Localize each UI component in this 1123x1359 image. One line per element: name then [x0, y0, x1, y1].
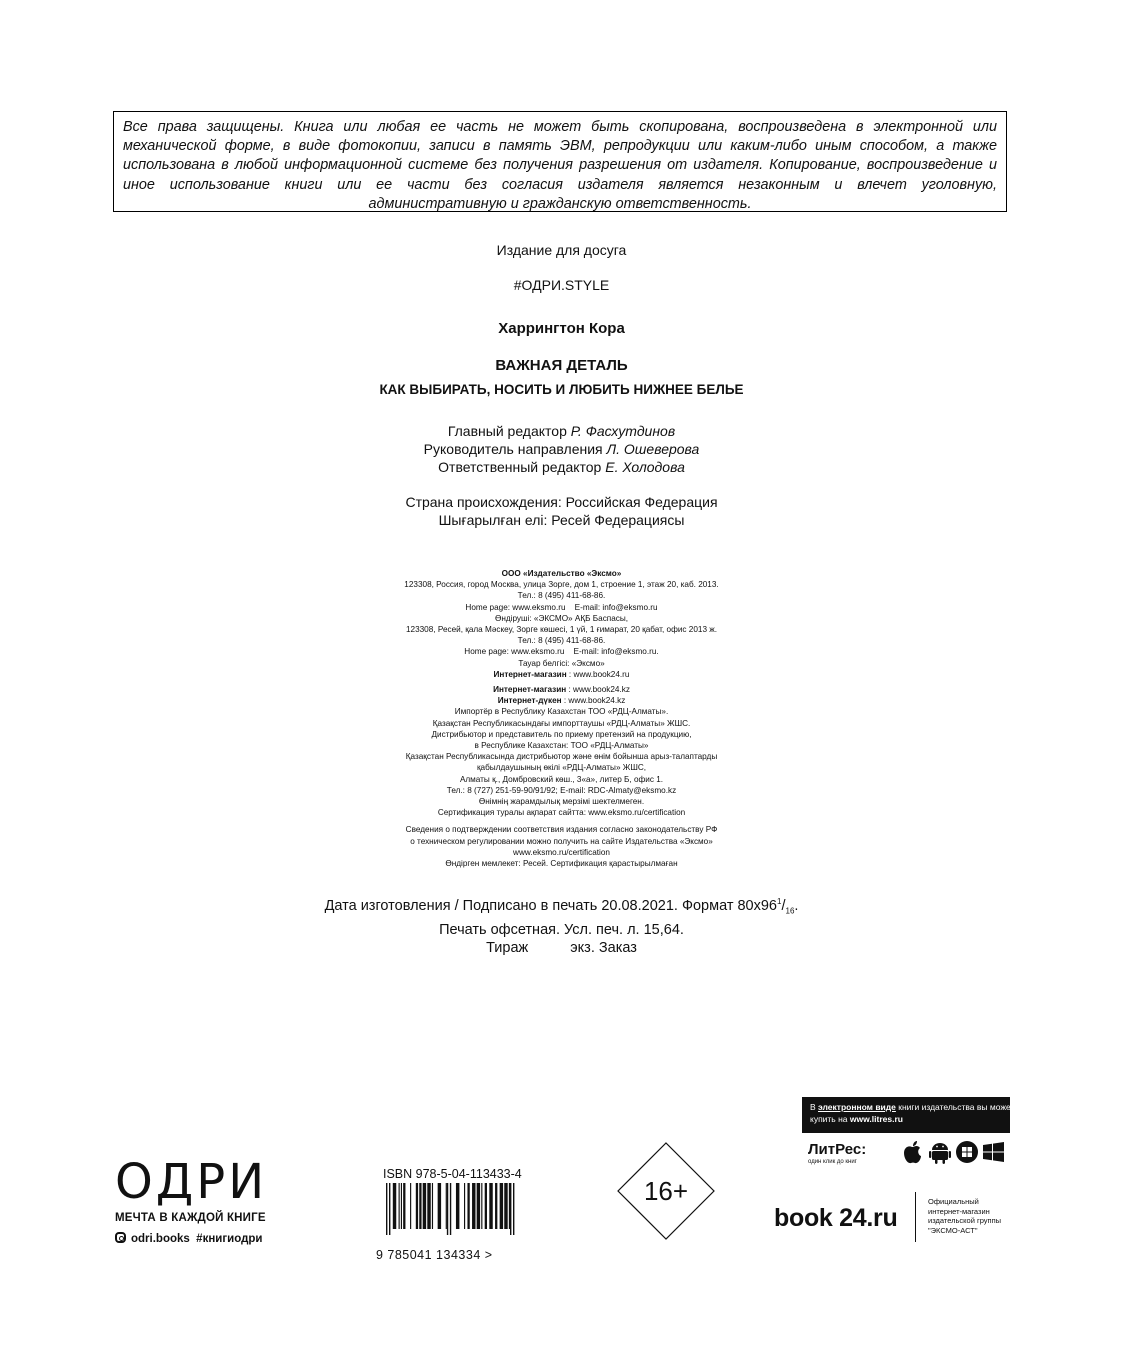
- barcode-bar: [456, 1183, 459, 1229]
- imprint-line: Тауар белгісі: «Эксмо»: [518, 658, 605, 668]
- barcode-bar: [450, 1183, 451, 1235]
- barcode-bar: [447, 1183, 448, 1235]
- barcode-bar: [438, 1183, 441, 1229]
- age-rating-badge: [617, 1142, 715, 1240]
- print-info: [0, 893, 1123, 957]
- barcode-bar: [495, 1183, 497, 1229]
- barcode-bar: [446, 1183, 447, 1229]
- credit-role: Руководитель направления: [423, 441, 603, 457]
- book24-note: [928, 1197, 1001, 1235]
- isbn-barcode-digits: [368, 1234, 493, 1262]
- credit-name: Л. Ошеверова: [606, 441, 700, 457]
- online-shop-url: : www.book24.kz: [566, 685, 630, 695]
- origin-country-kz: Шығарылған елі: Ресей Федерациясы: [438, 512, 685, 528]
- imprint-line: Тел.: 8 (495) 411-68-86.: [517, 636, 606, 646]
- barcode-bar: [419, 1183, 421, 1229]
- barcode-bar: [389, 1183, 390, 1235]
- windows-icon: [983, 1142, 1004, 1162]
- publisher-imprint: [0, 568, 1123, 869]
- author: Харрингтон Кора: [498, 320, 625, 337]
- imprint-line: қабылдаушының өкілі «РДЦ-Алматы» ЖШС,: [476, 763, 647, 773]
- online-shop-url: : www.book24.ru: [566, 669, 630, 679]
- barcode-bar: [416, 1183, 418, 1229]
- barcode-bar: [510, 1183, 511, 1235]
- barcode-bar: [477, 1183, 480, 1229]
- barcode-bar: [393, 1183, 396, 1229]
- android-icon: [929, 1143, 951, 1164]
- credit-name: Р. Фасхутдинов: [570, 423, 676, 439]
- barcode-bar: [427, 1183, 430, 1229]
- book24-note-line: "ЭКСМО-АСТ": [928, 1225, 978, 1235]
- odri-tagline: МЕЧТА В КАЖДОЙ КНИГЕ: [115, 1212, 266, 1224]
- isbn-barcode: [384, 1183, 544, 1235]
- odri-logo: ОДРИ: [115, 1154, 268, 1210]
- edition-type: Издание для досуга: [496, 242, 627, 258]
- barcode-bar: [432, 1183, 433, 1229]
- age-rating-text: 16+: [643, 1176, 689, 1206]
- barcode-bar: [489, 1183, 492, 1229]
- imprint-line: 123308, Россия, город Москва, улица Зорге, дом 1, строение 1, этаж 20, каб. 2013.: [404, 580, 719, 590]
- barcode-bar: [513, 1183, 514, 1235]
- copyright-notice: Все права защищены. Книга или любая ее часть не может быть скопирована, воспроизведена в электронной или механической форме, в виде фотокопии, записи в память ЭВМ, репродукции или каким-либо иным способом, а также использована в любой информационной системе без получения разрешения от издателя. Копирование, воспроизведение и иное использование книги или ее части без согласия издателя является незаконным и влечет уголовную, административную и гражданскую ответственность.: [123, 119, 997, 212]
- book-title: ВАЖНАЯ ДЕТАЛЬ: [495, 357, 628, 374]
- barcode-bar: [399, 1183, 400, 1229]
- book24-note-line: Официальный: [928, 1197, 979, 1206]
- instagram-icon: [115, 1232, 126, 1243]
- imprint-line: Тел.: 8 (495) 411-68-86.: [517, 591, 606, 601]
- platform-icons: [902, 1140, 1006, 1166]
- book24-note-line: издательской группы: [928, 1216, 1002, 1225]
- print-date-suffix: .: [794, 897, 799, 914]
- barcode-bar: [481, 1183, 482, 1229]
- imprint-line: Сведения о подтверждении соответствия издания согласно законодательству РФ: [405, 825, 718, 835]
- imprint-line: Сертификация туралы ақпарат сайтта: www.eksmo.ru/certification: [437, 808, 686, 818]
- imprint-line: Өндіруші: «ЭКСМО» АҚБ Баспасы,: [494, 613, 629, 623]
- isbn-label: ISBN 978-5-04-113433-4: [383, 1167, 522, 1181]
- imprint-line: Home page: www.eksmo.ru E-mail: info@eksmo.ru.: [464, 647, 659, 657]
- barcode-bar: [509, 1183, 510, 1229]
- online-shop-label: Интернет-дүкен: [497, 696, 562, 706]
- odri-social: [115, 1232, 262, 1245]
- barcode-bar: [467, 1183, 469, 1229]
- format-denominator: 16: [785, 906, 795, 916]
- origin-country-ru: Страна происхождения: Российская Федерация: [405, 494, 718, 510]
- credit-role: Главный редактор: [447, 423, 567, 439]
- credit-line: [0, 441, 1123, 457]
- print-date-text: Дата изготовления / Подписано в печать 20.08.2021. Формат 80x96: [324, 897, 778, 914]
- credit-name: Е. Холодова: [605, 459, 685, 475]
- online-shop-line: [0, 695, 1123, 706]
- imprint-line: Импортёр в Республику Казахстан ТОО «РДЦ-Алматы».: [454, 707, 669, 717]
- barcode-bar: [410, 1183, 411, 1229]
- barcode-bar: [500, 1183, 503, 1229]
- imprint-line: в Республике Казахстан: ТОО «РДЦ-Алматы»: [474, 741, 649, 751]
- litres-slogan: один клик до книг: [808, 1159, 857, 1165]
- book24-logo: book 24.ru: [774, 1204, 898, 1232]
- format-numerator: 1: [777, 897, 782, 906]
- litres-banner-text: В: [810, 1102, 819, 1112]
- print-order-label: экз. Заказ: [570, 939, 637, 956]
- apple-icon: [904, 1141, 921, 1163]
- series-tag: #ОДРИ.STYLE: [513, 277, 610, 293]
- print-date-format: Дата изготовления / Подписано в печать 20.08.2021. Формат $80x96^1/_{16}$.: [324, 897, 799, 916]
- book24-note-line: интернет-магазин: [928, 1206, 990, 1216]
- litres-banner-line: [810, 1101, 1019, 1113]
- copyright-notice-box: [113, 111, 1007, 212]
- online-shop-line: [0, 684, 1123, 695]
- print-run-label: Тираж: [486, 939, 529, 956]
- online-shop-url: : www.book24.kz: [561, 696, 626, 706]
- imprint-line: www.eksmo.ru/certification: [513, 847, 610, 857]
- litres-banner-line: [810, 1113, 1010, 1125]
- print-run: [0, 939, 1123, 957]
- barcode-bar: [403, 1183, 405, 1229]
- litres-banner-text: книги издательства вы можете: [895, 1102, 1019, 1112]
- credit-line: [0, 423, 1123, 439]
- imprint-line: Home page: www.eksmo.ru E-mail: info@eksmo.ru: [465, 602, 658, 612]
- imprint-line: Дистрибьютор и представитель по приему претензий на продукцию,: [431, 729, 692, 739]
- imprint-line: о техническом регулировании можно получить на сайте Издательства «Эксмо»: [410, 836, 713, 846]
- online-shop-label: Интернет-магазин: [493, 685, 567, 695]
- imprint-line: 123308, Ресей, қала Мәскеу, Зорге көшесі, 1 үй, 1 ғимарат, 20 қабат, офис 2013 ж.: [405, 625, 718, 635]
- book24-divider: [915, 1192, 916, 1242]
- imprint-line: Қазақстан Республикасындағы импорттаушы «РДЦ-Алматы» ЖШС.: [432, 718, 691, 728]
- imprint-line: Тел.: 8 (727) 251-59-90/91/92; E-mail: RDC-Almaty@eksmo.kz: [446, 785, 677, 795]
- print-type: Печать офсетная. Усл. печ. л. 15,64.: [439, 921, 684, 938]
- isbn-digits-text: 9 785041 134334 >: [375, 1248, 493, 1262]
- barcode-bar: [401, 1183, 402, 1229]
- barcode-bar: [423, 1183, 426, 1229]
- litres-banner-emphasis: электронном виде: [818, 1102, 896, 1112]
- imprint-line: Алматы қ., Домбровский көш., 3«а», литер Б, офис 1.: [459, 774, 664, 784]
- litres-banner-text: купить на: [810, 1114, 850, 1124]
- windows-phone-icon: [956, 1141, 978, 1163]
- barcode-bar: [464, 1183, 465, 1229]
- imprint-line: Өнімнің жарамдылық мерзімі шектелмеген.: [478, 797, 645, 807]
- online-shop-line: [0, 669, 1123, 680]
- barcode-bar: [485, 1183, 487, 1229]
- litres-logo: ЛитРес:: [808, 1141, 867, 1158]
- odri-social-text: odri.books #книгиодри: [131, 1233, 263, 1245]
- litres-banner: [802, 1097, 1019, 1133]
- online-shop-label: Интернет-магазин: [493, 669, 567, 679]
- credit-role: Ответственный редактор: [438, 459, 602, 475]
- imprint-line: Өндірген мемлекет: Ресей. Сертификация қарастырылмаған: [445, 859, 678, 869]
- litres-url: www.litres.ru: [849, 1114, 903, 1124]
- barcode-bar: [386, 1183, 387, 1235]
- publisher-name: ООО «Издательство «Эксмо»: [501, 569, 622, 578]
- barcode-bar: [472, 1183, 475, 1229]
- credit-line: [0, 459, 1123, 475]
- imprint-line: Қазақстан Республикасында дистрибьютор және өнім бойынша арыз-талаптарды: [405, 752, 718, 762]
- barcode-bar: [504, 1183, 507, 1229]
- book-subtitle: КАК ВЫБИРАТЬ, НОСИТЬ И ЛЮБИТЬ НИЖНЕЕ БЕЛЬЕ: [379, 382, 744, 397]
